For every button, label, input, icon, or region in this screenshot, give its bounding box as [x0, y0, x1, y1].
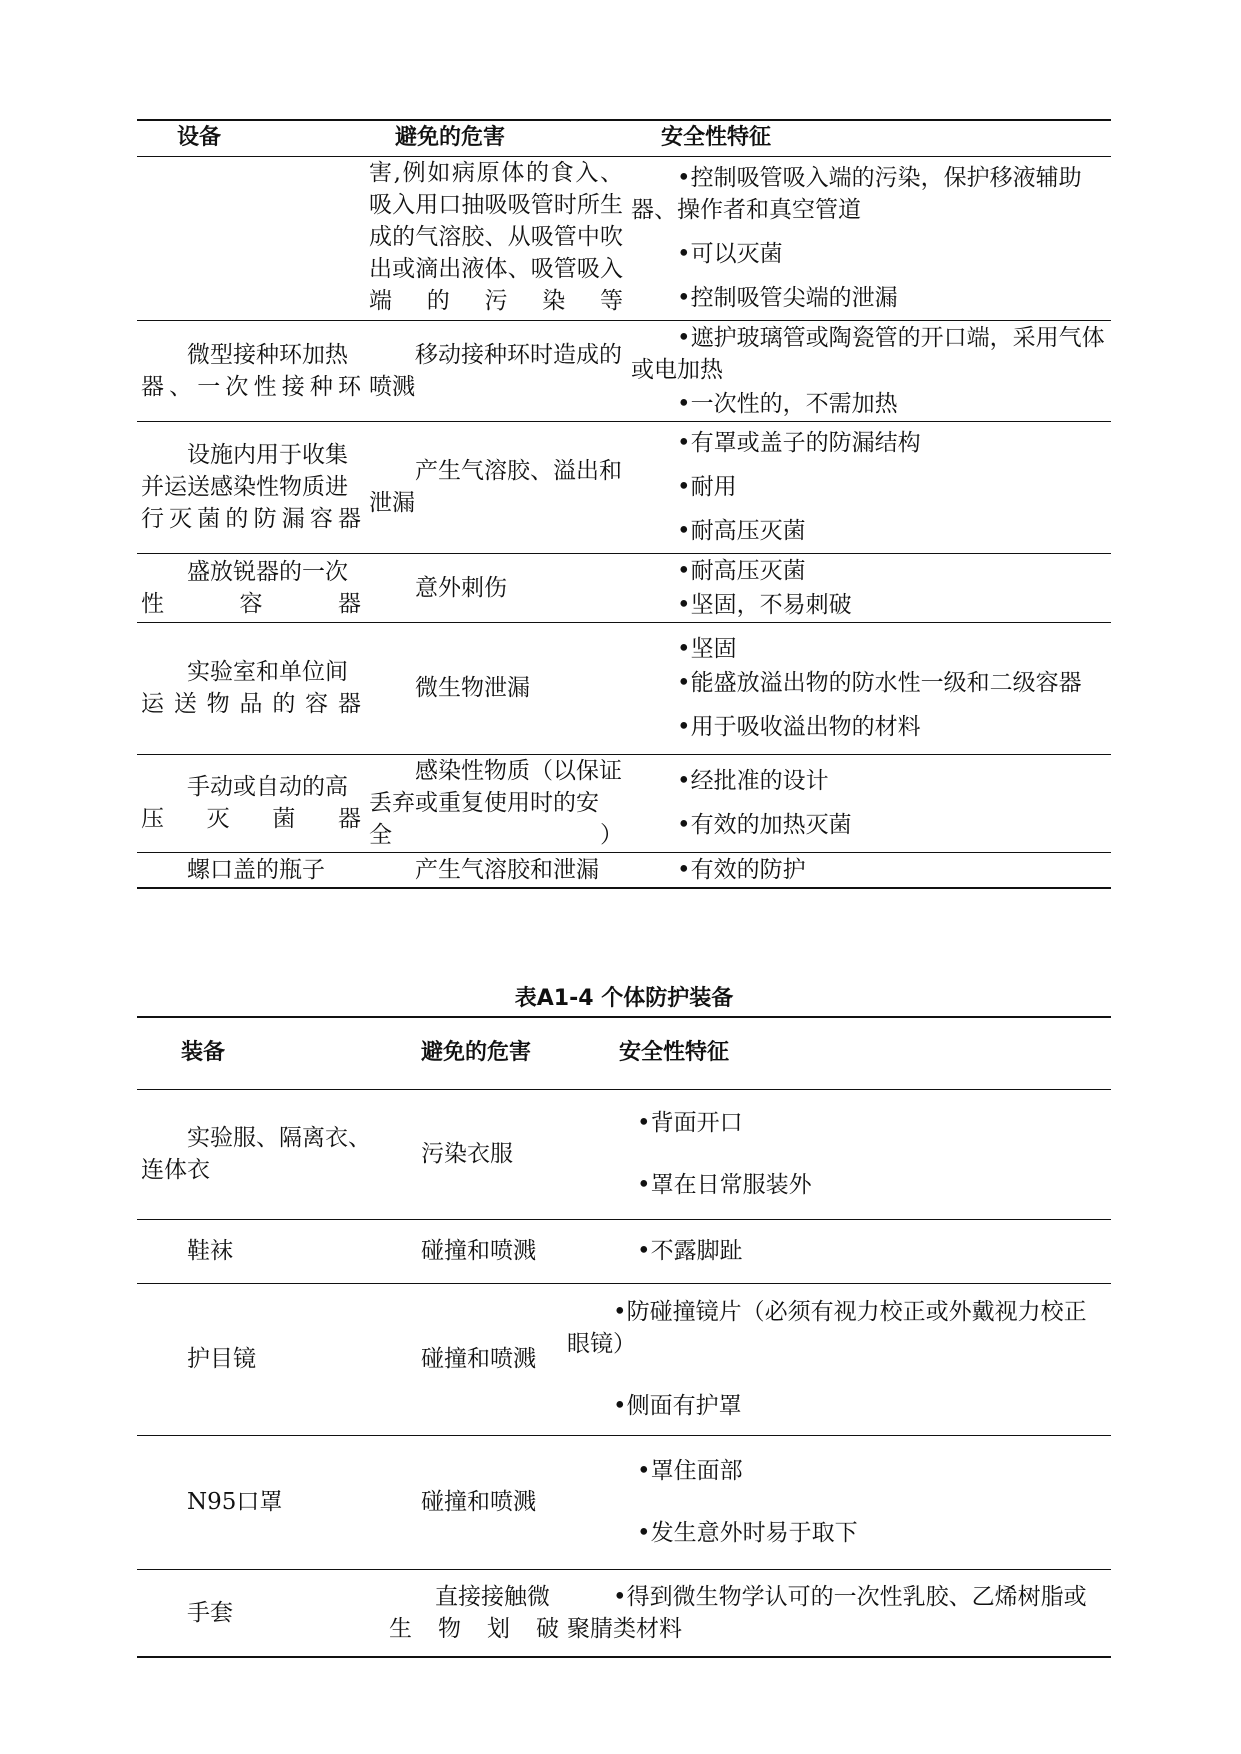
header-features: 安全性特征 [563, 1017, 1111, 1089]
device-cell: 设施内用于收集并运送感染性物质进行灭菌的防漏容器 [141, 442, 361, 532]
table-header-row [137, 120, 1111, 156]
features-cell [563, 1089, 1111, 1219]
table-row [137, 320, 1111, 421]
features-cell [563, 1569, 1111, 1657]
feature-item: •有罩或盖子的防漏结构 [677, 430, 921, 456]
feature-item: •耐高压灭菌 [677, 518, 806, 544]
features-cell [627, 852, 1111, 888]
table-row [137, 1435, 1111, 1569]
feature-item: •不露脚趾 [637, 1238, 743, 1264]
table-row [137, 852, 1111, 888]
header-device: 装备 [137, 1017, 385, 1089]
hazard-cell: 感染性物质（以保证丢弃或重复使用时的安全） [369, 758, 623, 848]
table-header-row [137, 1017, 1111, 1089]
feature-item: •控制吸管尖端的泄漏 [677, 285, 898, 311]
device-cell: 鞋袜 [187, 1238, 233, 1264]
table-row [137, 1569, 1111, 1657]
table-row [137, 1283, 1111, 1435]
device-cell: 实验室和单位间运送物品的容器 [141, 659, 361, 717]
table-row [137, 754, 1111, 852]
hazard-cell: 产生气溶胶、溢出和泄漏 [369, 458, 622, 516]
equipment-table [137, 119, 1111, 889]
features-cell [563, 1219, 1111, 1283]
device-cell: N95口罩 [187, 1489, 283, 1515]
hazard-cell: 害,例如病原体的食入、吸入用口抽吸吸管时所生成的气溶胶、从吸管中吹出或滴出液体、吸管吸入端的污染等 [369, 159, 623, 314]
header-hazard: 避免的危害 [365, 120, 627, 156]
table-row [137, 553, 1111, 622]
hazard-cell: 碰撞和喷溅 [421, 1489, 536, 1515]
device-cell: 护目镜 [187, 1346, 256, 1372]
feature-item: •侧面有护罩 [613, 1393, 742, 1419]
ppe-table [137, 1016, 1111, 1658]
feature-item: •一次性的，不需加热 [677, 390, 898, 417]
device-cell: 盛放锐器的一次性容器 [141, 558, 361, 617]
feature-item: •罩住面部 [637, 1458, 743, 1484]
hazard-cell: 污染衣服 [421, 1141, 513, 1167]
features-cell [563, 1435, 1111, 1569]
features-cell [627, 421, 1111, 553]
feature-item: •罩在日常服装外 [637, 1172, 812, 1198]
feature-item: •可以灭菌 [677, 241, 783, 267]
feature-item: •发生意外时易于取下 [637, 1520, 858, 1546]
table-row [137, 156, 1111, 320]
device-cell: 实验服、隔离衣、连体衣 [141, 1125, 371, 1183]
feature-item: •控制吸管吸入端的污染，保护移液辅助器、操作者和真空管道 [631, 165, 1082, 223]
table-row [137, 421, 1111, 553]
feature-item: •能盛放溢出物的防水性一级和二级容器 [677, 670, 1082, 696]
hazard-cell: 碰撞和喷溅 [421, 1346, 536, 1372]
feature-item: •坚固 [677, 636, 737, 662]
hazard-cell: 意外刺伤 [415, 574, 507, 601]
features-cell [627, 754, 1111, 852]
table-row [137, 1219, 1111, 1283]
header-features: 安全性特征 [627, 120, 1111, 156]
feature-item: •遮护玻璃管或陶瓷管的开口端，采用气体或电加热 [631, 324, 1105, 383]
feature-item: •经批准的设计 [677, 768, 829, 794]
device-cell: 螺口盖的瓶子 [187, 856, 325, 883]
device-cell: 手动或自动的高压灭菌器 [141, 774, 361, 832]
hazard-cell: 移动接种环时造成的喷溅 [369, 341, 622, 400]
table-row [137, 1089, 1111, 1219]
hazard-cell: 直接接触微生物划破 [389, 1583, 559, 1642]
hazard-cell: 微生物泄漏 [415, 675, 530, 701]
feature-item: •用于吸收溢出物的材料 [677, 714, 921, 740]
header-hazard: 避免的危害 [385, 1017, 563, 1089]
features-cell [627, 156, 1111, 320]
device-cell: 手套 [187, 1599, 233, 1626]
features-cell [627, 622, 1111, 754]
feature-item: •防碰撞镜片（必须有视力校正或外戴视力校正眼镜） [567, 1299, 1087, 1357]
table-caption: 表A1-4 个体防护装备 [514, 986, 734, 1011]
features-cell [627, 553, 1111, 622]
feature-item: •耐用 [677, 474, 737, 500]
hazard-cell: 碰撞和喷溅 [421, 1238, 536, 1264]
feature-item: •耐高压灭菌 [677, 557, 806, 584]
feature-item: •背面开口 [637, 1110, 743, 1136]
table-row [137, 622, 1111, 754]
features-cell [563, 1283, 1111, 1435]
device-cell [137, 156, 365, 320]
feature-item: •有效的防护 [677, 856, 806, 883]
hazard-cell: 产生气溶胶和泄漏 [415, 856, 599, 883]
features-cell [627, 320, 1111, 421]
feature-item: •得到微生物学认可的一次性乳胶、乙烯树脂或聚腈类材料 [567, 1583, 1087, 1642]
feature-item: •坚固，不易刺破 [677, 591, 852, 618]
header-device: 设备 [137, 120, 365, 156]
feature-item: •有效的加热灭菌 [677, 812, 852, 838]
device-cell: 微型接种环加热器、一次性接种环 [141, 341, 361, 400]
